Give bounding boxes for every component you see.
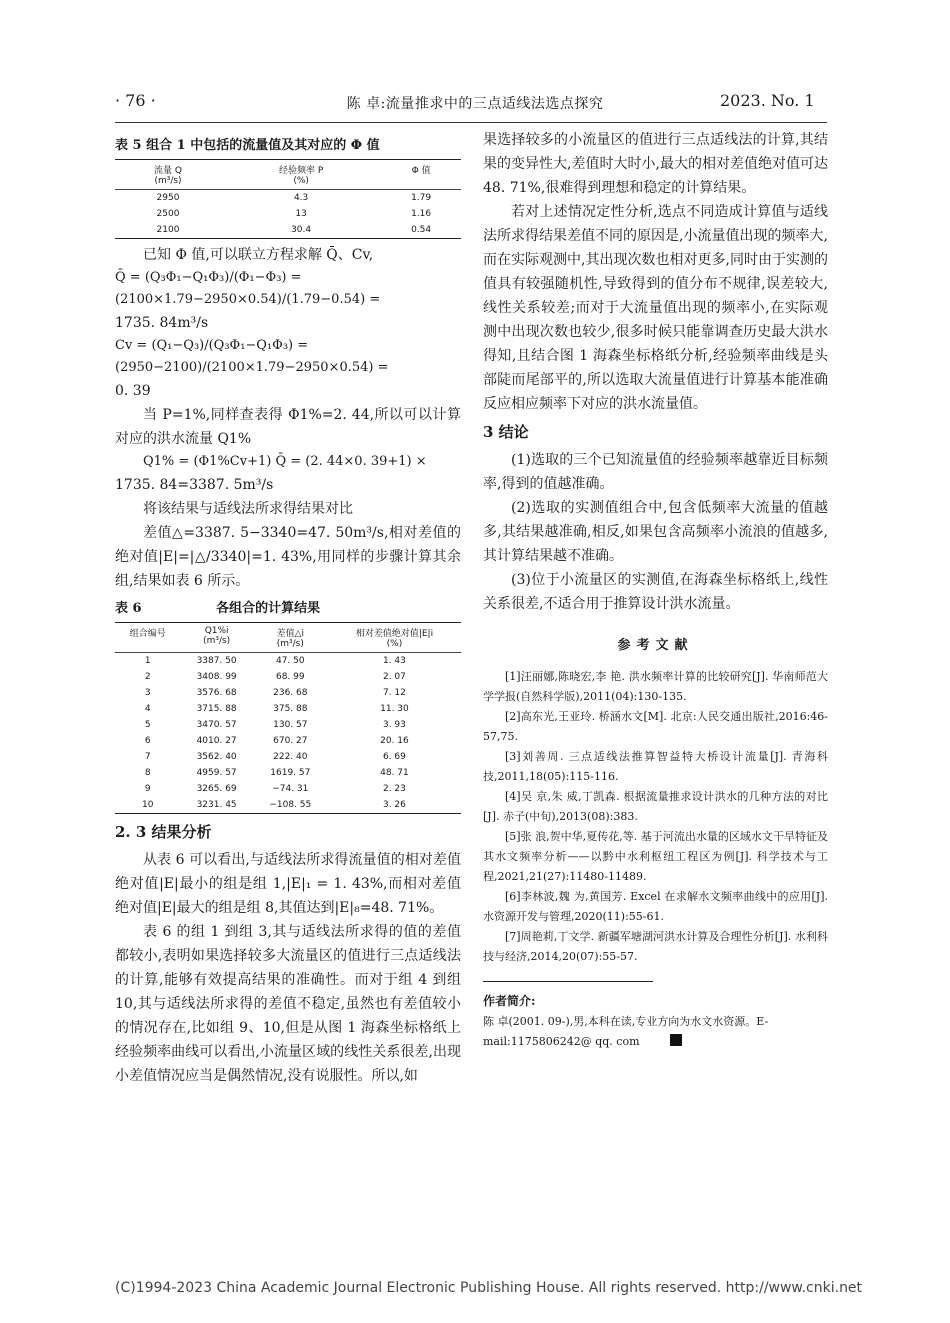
table-cell: 5: [144, 720, 151, 730]
running-title: 陈 卓:流量推求中的三点适线法选点探究: [346, 96, 604, 112]
table-cell: 2: [144, 672, 151, 682]
table-cell: 3387. 50: [196, 656, 237, 666]
table6-caption: 表 6 各组合的计算结果: [115, 601, 321, 616]
equation-result: 0. 39: [115, 383, 151, 399]
table-cell: 130. 57: [273, 720, 308, 730]
table5-header-q: 流量 Q (m³/s): [154, 166, 182, 186]
table-row: 2100 30.4 0.54: [115, 222, 461, 239]
table-cell: 1. 43: [382, 656, 406, 666]
table-cell: 3470. 57: [196, 720, 237, 730]
table-cell: 48. 71: [380, 768, 409, 778]
reference-item: [5]张 浪,贺中华,夏传花,等. 基于河流出水量的区域水文干旱特征及其水文频率分析——以黔中水利枢纽工程区为例[J]. 科学技术与工程,2021,21(27):11480-11489.: [483, 830, 828, 883]
references-list: [483, 667, 828, 967]
references-title: 参考文献: [617, 638, 694, 653]
table-cell: 4010. 27: [196, 736, 237, 746]
conclusion-item: (3)位于小流量区的实测值,在海森坐标格纸上,线性关系很差,不适合用于推算设计洪水流量。: [483, 572, 828, 612]
table-row: [115, 797, 461, 814]
table-cell: 20. 16: [380, 736, 409, 746]
table-cell: 3715. 88: [196, 704, 237, 714]
table5-header-phi: Φ 值: [411, 166, 431, 176]
section-heading: 2. 3 结果分析: [115, 823, 212, 841]
table-cell: 4959. 57: [196, 768, 237, 778]
table-row: [115, 749, 461, 765]
table-row: [115, 733, 461, 749]
table-cell: −74. 31: [272, 784, 309, 794]
paragraph: 已知 Φ 值,可以联立方程求解 Q̄、Cv,: [143, 247, 374, 263]
table-row: [115, 781, 461, 797]
right-column: [483, 128, 828, 1052]
author-bio: 陈 卓(2001. 09-),男,本科在读,专业方向为水文水资源。E-mail:1175806242@ qq. com: [483, 1015, 769, 1048]
reference-item: [7]周艳莉,丁文学. 新疆军塘湖河洪水计算及合理性分析[J]. 水利科技与经济,2014,20(07):55-57.: [483, 930, 828, 963]
table-row: [115, 717, 461, 733]
paragraph: 若对上述情况定性分析,选点不同造成计算值与适线法所求得结果差值不同的原因是,小流量值出现的频率大,而在实际观测中,其出现次数也相对更多,同时由于实测的值具有较强随机性,导致得到的值分布不规律,误差较大,线性关系较差;而对于大流量值出现的频率小,在实际观测中出现次数也较少,很多时候只能靠调查历史最大洪水得知,且结合图 1 海森坐标格纸分析,经验频率曲线是头部陡而尾部平的,所以选取大流量值进行计算基本能准确反应相应频率下对应的洪水流量值。: [483, 204, 828, 412]
paragraph: 差值△=3387. 5−3340=47. 50m³/s,相对差值的绝对值|E|=|△/3340|=1. 43%,用同样的步骤计算其余组,结果如表 6 所示。: [115, 525, 461, 589]
reference-item: [3]刘善周. 三点适线法推算智益特大桥设计流量[J]. 青海科技,2011,18(05):115-116.: [483, 750, 828, 783]
table-cell: 10: [142, 800, 154, 810]
table-cell: 47. 50: [275, 656, 305, 666]
table-cell: 222. 40: [273, 752, 308, 762]
table-cell: 9: [144, 784, 151, 794]
table-cell: 236. 68: [273, 688, 308, 698]
table-cell: 3562. 40: [196, 752, 237, 762]
paragraph: 将该结果与适线法所求得结果对比: [143, 501, 353, 517]
section-heading: 3 结论: [483, 423, 529, 441]
table6-header-group: 组合编号: [129, 629, 166, 639]
header-rule: [115, 122, 827, 123]
equation-mean: Q̄ = (Q₃Φ₁−Q₁Φ₃)/(Φ₁−Φ₃) = (2100×1.79−2950×0.54)/(1.79−0.54) =: [115, 270, 381, 307]
table-cell: 670. 27: [273, 736, 308, 746]
reference-item: [6]李林波,魏 为,黄国芳. Excel 在求解水文频率曲线中的应用[J]. 水资源开发与管理,2020(11):55-61.: [483, 890, 828, 923]
table-cell: 6: [144, 736, 151, 746]
table6: [115, 622, 461, 814]
author-heading: 作者简介:: [483, 994, 536, 1008]
author-rule: [483, 981, 653, 982]
table-cell: 1619. 57: [270, 768, 311, 778]
left-column: [115, 128, 461, 1088]
conclusion-item: (2)选取的实测值组合中,包含低频率大流量的值越多,其结果越准确,相反,如果包含高频率小流浪的值越多,其计算结果越不准确。: [483, 500, 828, 564]
table-cell: 3. 26: [382, 800, 406, 810]
table-cell: 8: [144, 768, 151, 778]
table-row: 2950 4.3 1.79: [156, 193, 432, 203]
table-cell: 375. 88: [273, 704, 308, 714]
table6-header-rel: 相对差值绝对值|E|i (%): [355, 629, 434, 649]
end-mark-icon: [670, 1034, 682, 1046]
table-row: [115, 685, 461, 701]
table-row: 2500 13 1.16: [156, 209, 432, 219]
paragraph: 当 P=1%,同样查表得 Φ1%=2. 44,所以可以计算对应的洪水流量 Q1%: [115, 407, 461, 447]
equation-cv: Cv = (Q₁−Q₃)/(Q₃Φ₁−Q₁Φ₃) = (2950−2100)/(2100×1.79−2950×0.54) =: [115, 338, 389, 375]
table-cell: 2. 07: [382, 672, 406, 682]
equation-result: 1735. 84m³/s: [115, 315, 209, 331]
table-cell: 3. 93: [382, 720, 406, 730]
reference-item: [1]汪丽娜,陈晓宏,李 艳. 洪水频率计算的比较研究[J]. 华南师范大学学报(自然科学版),2011(04):130-135.: [483, 670, 828, 703]
table5-caption: 表 5 组合 1 中包括的流量值及其对应的 Φ 值: [115, 138, 380, 153]
table-cell: 7. 12: [382, 688, 406, 698]
table-cell: 11. 30: [380, 704, 409, 714]
table-cell: 3265. 69: [196, 784, 237, 794]
table-row: [115, 765, 461, 781]
page-number: · 76 ·: [115, 91, 156, 110]
table-cell: 3408. 99: [196, 672, 237, 682]
conclusion-item: (1)选取的三个已知流量值的经验频率越靠近目标频率,得到的值越准确。: [483, 452, 828, 492]
equation-result: 1735. 84=3387. 5m³/s: [115, 477, 274, 493]
table-cell: 7: [144, 752, 151, 762]
table-cell: 1: [144, 656, 151, 666]
table6-header-q: Q1%i (m³/s): [203, 626, 231, 646]
table-cell: −108. 55: [269, 800, 312, 810]
table-row: [115, 701, 461, 717]
table-row: [115, 669, 461, 685]
table-cell: 6. 69: [382, 752, 406, 762]
table5: [115, 159, 461, 239]
table-cell: 3576. 68: [196, 688, 237, 698]
reference-item: [2]高东光,王亚玲. 桥涵水文[M]. 北京:人民交通出版社,2016:46-57,75.: [483, 710, 828, 743]
table-cell: 4: [144, 704, 151, 714]
copyright-footer: (C)1994-2023 China Academic Journal Electronic Publishing House. All rights reserved. http://www.cnki.net: [115, 1280, 863, 1296]
table6-header-diff: 差值△i (m³/s): [276, 629, 305, 649]
table-cell: 3231. 45: [196, 800, 237, 810]
equation-q1: Q1% = (Φ1%Cv+1) Q̄ = (2. 44×0. 39+1) ×: [143, 454, 427, 469]
table-cell: 2. 23: [382, 784, 406, 794]
table-row: [115, 653, 461, 670]
table-cell: 3: [144, 688, 151, 698]
reference-item: [4]吴 京,朱 威,丁凯森. 根据流量推求设计洪水的几种方法的对比[J]. 赤子(中旬),2013(08):383.: [483, 790, 828, 823]
table5-header-p: 经验频率 P (%): [278, 166, 324, 186]
paragraph: 从表 6 可以看出,与适线法所求得流量值的相对差值绝对值|E|最小的组是组 1,|E|₁ = 1. 43%,而相对差值绝对值|E|最大的组是组 8,其值达到|E|₈=48. 71%。: [115, 852, 461, 916]
table-cell: 68. 99: [275, 672, 305, 682]
issue-number: 2023. No. 1: [720, 91, 815, 110]
paragraph: 表 6 的组 1 到组 3,其与适线法所求得的值的差值都较小,表明如果选择较多大流量区的值进行三点适线法的计算,能够有效提高结果的准确性。而对于组 4 到组 10,其与适线法所求得的差值不稳定,虽然也有差值较小的情况存在,比如组 9、10,但是从图 1 海森坐标格纸上经验频率曲线可以看出,小流量区域的线性关系很差,出现小差值情况应当是偶然情况,没有说服性。所以,如: [115, 924, 461, 1084]
paragraph: 果选择较多的小流量区的值进行三点适线法的计算,其结果的变异性大,差值时大时小,最大的相对差值绝对值可达 48. 71%,很难得到理想和稳定的计算结果。: [483, 132, 828, 196]
